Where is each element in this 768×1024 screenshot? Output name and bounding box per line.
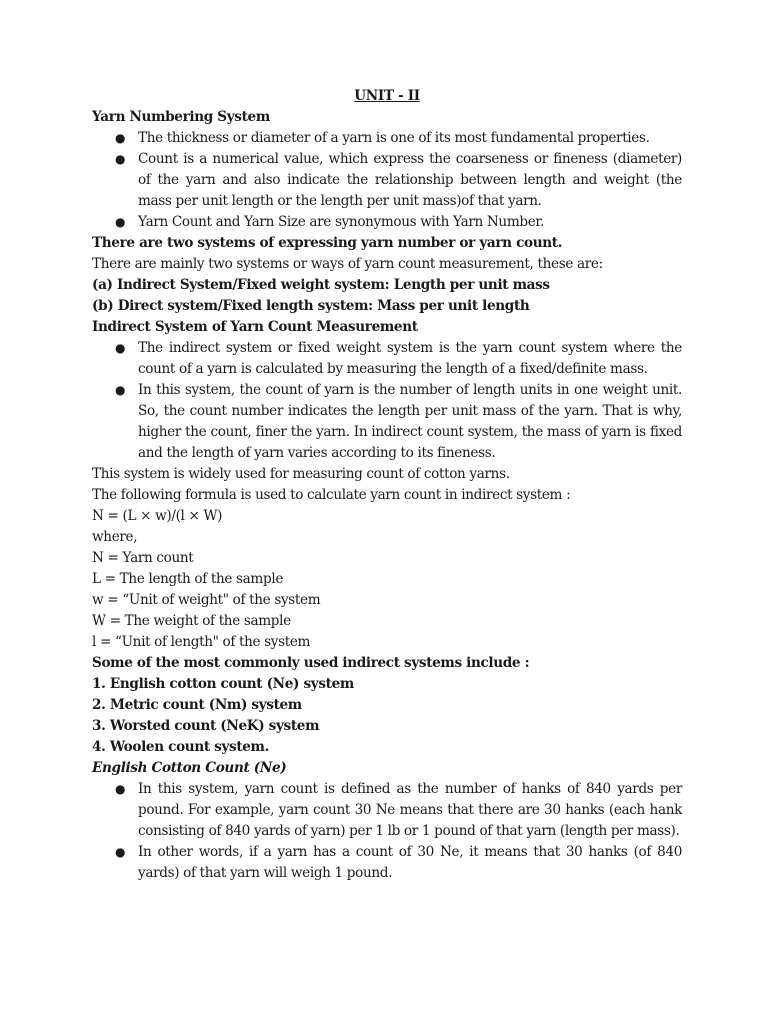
document-body [92,86,682,884]
list-item [92,779,682,842]
list-item [92,380,682,464]
list-item-text: In this system, yarn count is defined as the number of hanks of 840 yards per pound. For example, yarn count 30 Ne means that there are 30 hanks (each hank consisting of 840 yards of yarn) per 1 lb or 1 pound of that yarn (length per mass). [138,781,682,839]
system-b-line: (b) Direct system/Fixed length system: Mass per unit length [92,298,530,314]
indirect-system-heading: Indirect System of Yarn Count Measurement [92,319,418,335]
system-a-line: (a) Indirect System/Fixed weight system: Length per unit mass [92,277,550,293]
list-item [92,212,682,233]
bullet-icon: ● [115,383,126,397]
definition-l-lower: l = “Unit of length" of the system [92,634,311,650]
formula-line: N = (L × w)/(l × W) [92,508,223,524]
bullet-icon: ● [115,845,126,859]
list-item [92,338,682,380]
list-item-text: The indirect system or fixed weight system is the yarn count system where the count of a yarn is calculated by measuring the length of a fixed/definite mass. [138,340,682,377]
list-item-text: Count is a numerical value, which express the coarseness or fineness (diameter) of the yarn and also indicate the relationship between length and weight (the mass per unit length or the length per unit mass)of that yarn. [138,151,682,209]
definition-w-lower: w = “Unit of weight" of the system [92,592,321,608]
definition-n: N = Yarn count [92,550,194,566]
list-item-text: In other words, if a yarn has a count of 30 Ne, it means that 30 hanks (of 840 yards) of that yarn will weigh 1 pound. [138,844,682,881]
definition-l-upper: L = The length of the sample [92,571,284,587]
list-item [92,128,682,149]
common-system-item: 2. Metric count (Nm) system [92,697,302,713]
list-item-text: The thickness or diameter of a yarn is one of its most fundamental properties. [138,130,650,146]
formula-intro-line: The following formula is used to calculate yarn count in indirect system : [92,487,571,503]
two-systems-intro: There are mainly two systems or ways of yarn count measurement, these are: [92,256,603,272]
english-cotton-count-bullets [92,779,682,884]
bullet-icon: ● [115,782,126,796]
list-item-text: Yarn Count and Yarn Size are synonymous with Yarn Number. [138,214,545,230]
common-system-item: 1. English cotton count (Ne) system [92,676,354,692]
bullet-icon: ● [115,131,126,145]
common-system-item: 4. Woolen count system. [92,739,269,755]
usage-line: This system is widely used for measuring count of cotton yarns. [92,466,510,482]
definition-w-upper: W = The weight of the sample [92,613,291,629]
indirect-system-bullets [92,338,682,464]
common-systems-heading: Some of the most commonly used indirect systems include : [92,655,530,671]
list-item-text: In this system, the count of yarn is the number of length units in one weight unit. So, the count number indicates the length per unit mass of the yarn. That is why, higher the count, finer the yarn. In indirect count system, the mass of yarn is fixed and the length of yarn varies according to its fineness. [138,382,682,461]
where-line: where, [92,529,138,545]
list-item [92,842,682,884]
two-systems-heading: There are two systems of expressing yarn number or yarn count. [92,235,563,251]
bullet-icon: ● [115,215,126,229]
english-cotton-count-heading: English Cotton Count (Ne) [92,760,287,776]
list-item [92,149,682,212]
bullet-icon: ● [115,152,126,166]
section-heading-yarn-numbering: Yarn Numbering System [92,109,270,125]
common-system-item: 3. Worsted count (NeK) system [92,718,320,734]
bullet-icon: ● [115,341,126,355]
unit-title: UNIT - II [354,88,420,104]
yarn-numbering-bullets [92,128,682,233]
